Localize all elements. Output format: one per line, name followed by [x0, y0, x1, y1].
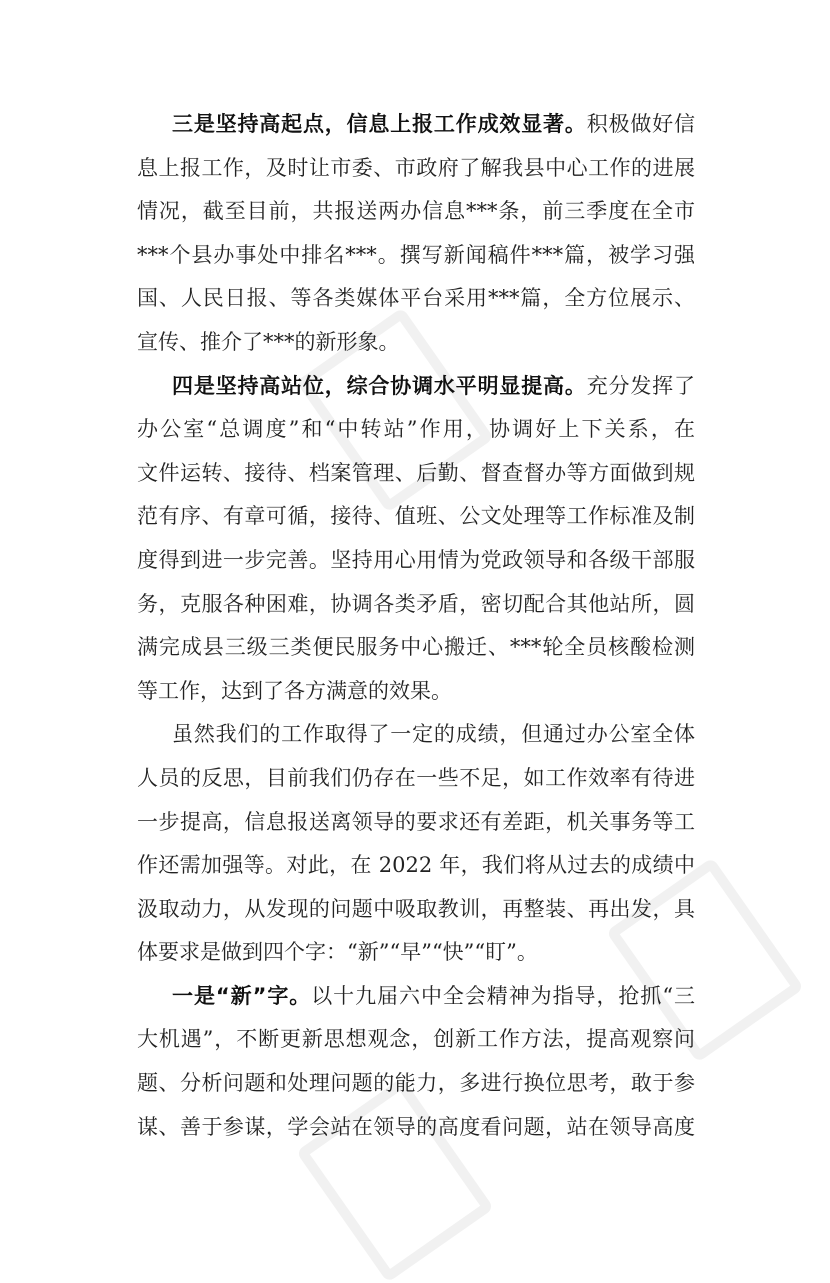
paragraph	[137, 975, 695, 1149]
paragraph-line: 务，克服各种困难，协调各类矛盾，密切配合其他站所，圆	[137, 591, 695, 616]
paragraph-line: 人员的反思，目前我们仍存在一些不足，如工作效率有待进	[137, 765, 695, 790]
paragraph-line: 等工作，达到了各方满意的效果。	[137, 678, 452, 703]
paragraph-line: 宣传、推介了***的新形象。	[137, 329, 400, 354]
paragraph-line: 国、人民日报、等各类媒体平台采用***篇，全方位展示、	[137, 286, 695, 311]
paragraph-line: 度得到进一步完善。坚持用心用情为党政领导和各级干部服	[137, 547, 695, 572]
paragraph-line: 办公室“总调度”和“中转站”作用，协调好上下关系，在	[137, 417, 695, 442]
paragraph-line: 谋、善于参谋，学会站在领导的高度看问题，站在领导高度	[137, 1114, 695, 1139]
paragraph-heading: 四是坚持高站位，综合协调水平明显提高。	[172, 373, 587, 398]
paragraph-line: 作还需加强等。对此，在 2022 年，我们将从过去的成绩中	[137, 853, 695, 878]
paragraph-line	[137, 103, 695, 147]
paragraph-line: 范有序、有章可循，接待、值班、公文处理等工作标准及制	[137, 504, 695, 529]
document-body	[137, 103, 695, 1149]
paragraph-line: 情况，截至目前，共报送两办信息***条，前三季度在全市	[137, 199, 695, 224]
paragraph-text: 以十九届六中全会精神为指导，抢抓“三	[311, 983, 696, 1008]
paragraph-line: 汲取动力，从发现的问题中吸取教训，再整装、再出发，具	[137, 896, 695, 921]
paragraph-line: 息上报工作，及时让市委、市政府了解我县中心工作的进展	[137, 155, 695, 180]
paragraph-text: 充分发挥了	[586, 373, 696, 398]
paragraph-line: 一步提高，信息报送离领导的要求还有差距，机关事务等工	[137, 809, 695, 834]
paragraph-line: 题、分析问题和处理问题的能力，多进行换位思考，敢于参	[137, 1071, 695, 1096]
paragraph-heading: 三是坚持高起点，信息上报工作成效显著。	[172, 112, 587, 136]
paragraph-line	[137, 365, 695, 409]
paragraph-line: 满完成县三级三类便民服务中心搬迁、***轮全员核酸检测	[137, 635, 695, 660]
paragraph-line	[137, 975, 695, 1019]
paragraph-line: ***个县办事处中排名***。撰写新闻稿件***篇，被学习强	[137, 242, 695, 267]
paragraph-line: 大机遇”，不断更新思想观念，创新工作方法，提高观察问	[137, 1027, 695, 1052]
paragraph-heading: 一是“新”字。	[172, 983, 312, 1008]
paragraph-line: 虽然我们的工作取得了一定的成绩，但通过办公室全体	[172, 722, 695, 747]
paragraph-line: 体要求是做到四个字：“新”“早”“快”“盯”。	[137, 940, 538, 965]
paragraph-line: 文件运转、接待、档案管理、后勤、督查督办等方面做到规	[137, 460, 695, 485]
paragraph	[137, 713, 695, 975]
paragraph	[137, 103, 695, 365]
paragraph	[137, 365, 695, 714]
paragraph-text: 积极做好信	[586, 112, 696, 136]
